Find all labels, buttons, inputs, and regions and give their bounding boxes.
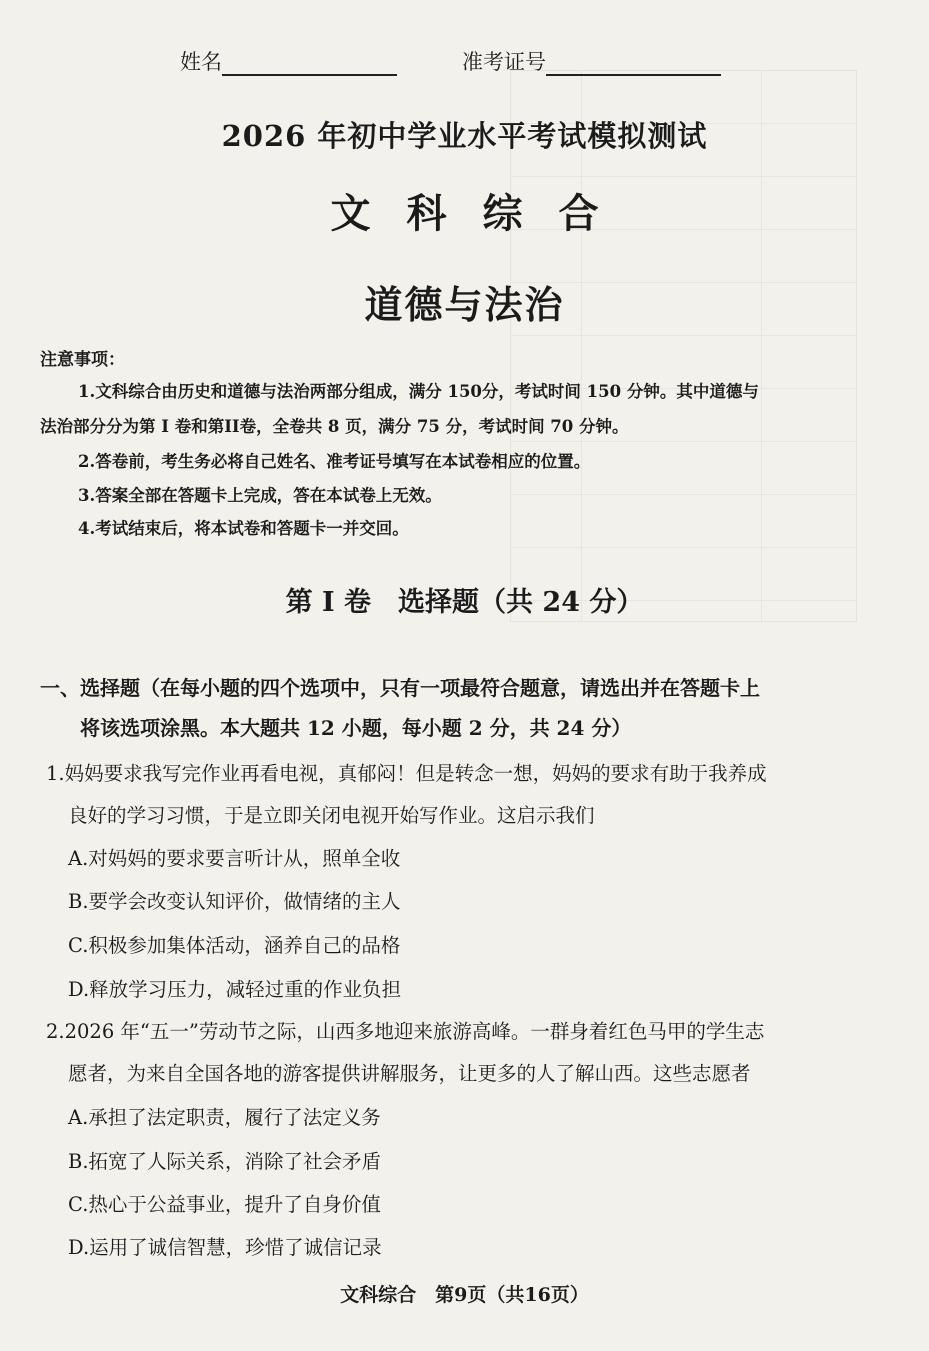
section-title: 第 I 卷 选择题（共 24 分） bbox=[285, 587, 644, 618]
notice-item-3: 3.答案全部在答题卡上完成，答在本试卷上无效。 bbox=[78, 486, 442, 505]
notice-item-2: 2.答卷前，考生务必将自己姓名、准考证号填写在本试卷相应的位置。 bbox=[78, 452, 591, 471]
question-2-stem-b: 愿者，为来自全国各地的游客提供讲解服务，让更多的人了解山西。这些志愿者 bbox=[68, 1062, 751, 1085]
question-2-option-c: C.热心于公益事业，提升了自身价值 bbox=[68, 1193, 381, 1216]
section-instruction-a: 一、选择题（在每小题的四个选项中，只有一项最符合题意，请选出并在答题卡上 bbox=[40, 676, 760, 700]
question-2-option-b: B.拓宽了人际关系，消除了社会矛盾 bbox=[68, 1150, 382, 1173]
question-2-stem-a: 2.2026 年“五一”劳动节之际，山西多地迎来旅游高峰。一群身着红色马甲的学生志 bbox=[46, 1020, 765, 1043]
notice-item-1b: 法治部分分为第 I 卷和第II卷，全卷共 8 页，满分 75 分，考试时间 70 分钟。 bbox=[40, 417, 629, 436]
exam-id-field bbox=[462, 46, 721, 76]
section-instruction-b: 将该选项涂黑。本大题共 12 小题，每小题 2 分，共 24 分） bbox=[80, 716, 632, 740]
notice-item-4: 4.考试结束后，将本试卷和答题卡一并交回。 bbox=[78, 519, 409, 538]
question-1-option-d: D.释放学习压力，减轻过重的作业负担 bbox=[68, 978, 402, 1001]
question-2-option-a: A.承担了法定职责，履行了法定义务 bbox=[68, 1106, 381, 1129]
notice-heading: 注意事项： bbox=[40, 350, 125, 370]
name-blank bbox=[222, 52, 397, 76]
page-footer: 文科综合 第9页（共16页） bbox=[340, 1284, 589, 1306]
question-1-stem-a: 1.妈妈要求我写完作业再看电视，真郁闷！但是转念一想，妈妈的要求有助于我养成 bbox=[46, 762, 767, 785]
subsubject-title: 道德与法治 bbox=[364, 282, 565, 327]
exam-id-label: 准考证号 bbox=[462, 50, 546, 74]
exam-id-blank bbox=[546, 52, 721, 76]
subject-title: 文科综合 bbox=[330, 190, 635, 237]
exam-title: 2026 年初中学业水平考试模拟测试 bbox=[221, 119, 708, 153]
notice-item-1a: 1.文科综合由历史和道德与法治两部分组成，满分 150分，考试时间 150 分钟。其中道德与 bbox=[78, 382, 759, 401]
question-1-option-a: A.对妈妈的要求要言听计从，照单全收 bbox=[68, 847, 401, 870]
question-2-option-d: D.运用了诚信智慧，珍惜了诚信记录 bbox=[68, 1236, 382, 1259]
question-1-option-b: B.要学会改变认知评价，做情绪的主人 bbox=[68, 890, 401, 913]
question-1-stem-b: 良好的学习习惯，于是立即关闭电视开始写作业。这启示我们 bbox=[68, 804, 595, 827]
name-label: 姓名 bbox=[180, 50, 222, 74]
question-1-option-c: C.积极参加集体活动，涵养自己的品格 bbox=[68, 934, 401, 957]
name-field bbox=[180, 46, 397, 76]
